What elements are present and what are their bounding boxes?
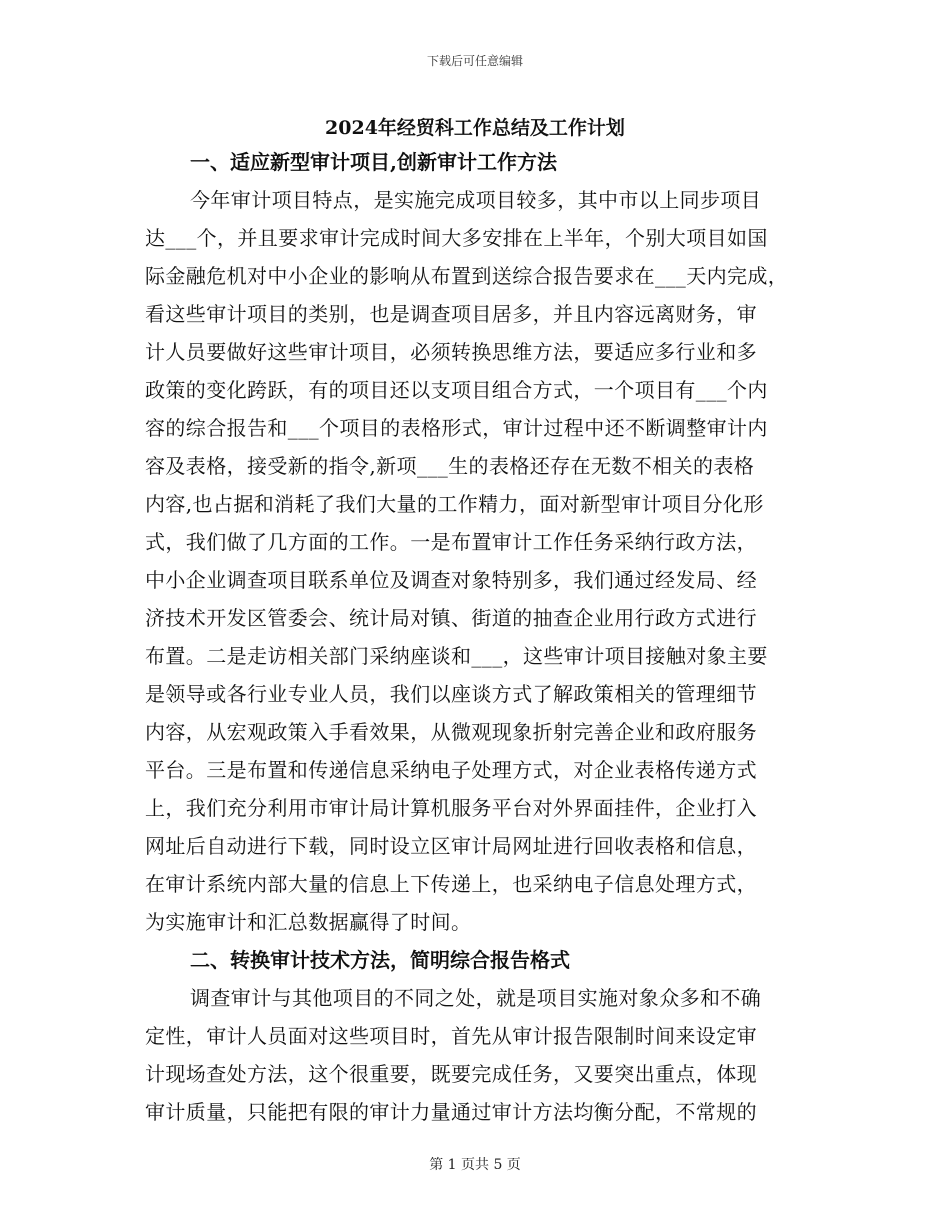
paragraph-line: 达___个，并且要求审计完成时间大多安排在上半年，个别大项目如国 (145, 226, 768, 250)
paragraph-line: 是领导或各行业专业人员，我们以座谈方式了解政策相关的管理细节 (145, 682, 757, 706)
paragraph-line: 内容，从宏观政策入手看效果，从微观现象折射完善企业和政府服务 (145, 720, 757, 744)
section-2-heading: 二、转换审计技术方法，简明综合报告格式 (190, 948, 570, 972)
paragraph-line: 看这些审计项目的类别，也是调查项目居多，并且内容远离财务，审 (145, 302, 757, 326)
page-number: 第 1 页共 5 页 (429, 1157, 521, 1173)
paragraph-line: 计人员要做好这些审计项目，必须转换思维方法，要适应多行业和多 (145, 340, 757, 364)
paragraph-line: 审计质量，只能把有限的审计力量通过审计方法均衡分配，不常规的 (145, 1100, 757, 1124)
paragraph-line: 布置。二是走访相关部门采纳座谈和___，这些审计项目接触对象主要 (145, 644, 768, 668)
page-header-note: 下载后可任意编辑 (426, 54, 523, 68)
paragraph-line: 调查审计与其他项目的不同之处，就是项目实施对象众多和不确 (190, 986, 762, 1010)
paragraph-line: 定性，审计人员面对这些项目时，首先从审计报告限制时间来设定审 (145, 1024, 757, 1048)
paragraph-line: 平台。三是布置和传递信息采纳电子处理方式，对企业表格传递方式 (145, 758, 757, 782)
paragraph-line: 式，我们做了几方面的工作。一是布置审计工作任务采纳行政方法， (145, 530, 757, 554)
paragraph-line: 在审计系统内部大量的信息上下传递上，也采纳电子信息处理方式， (145, 872, 757, 896)
paragraph-line: 际金融危机对中小企业的影响从布置到送综合报告要求在___天内完成， (145, 264, 789, 288)
paragraph-line: 今年审计项目特点，是实施完成项目较多，其中市以上同步项目 (190, 188, 762, 212)
paragraph-line: 政策的变化跨跃，有的项目还以支项目组合方式，一个项目有___个内 (145, 378, 768, 402)
paragraph-line: 中小企业调查项目联系单位及调查对象特别多，我们通过经发局、经 (145, 568, 757, 592)
document-title: 2024年经贸科工作总结及工作计划 (325, 117, 625, 139)
paragraph-line: 济技术开发区管委会、统计局对镇、街道的抽查企业用行政方式进行 (145, 606, 757, 630)
paragraph-line: 为实施审计和汇总数据赢得了时间。 (145, 910, 472, 934)
paragraph-line: 容的综合报告和___个项目的表格形式，审计过程中还不断调整审计内 (145, 416, 768, 440)
paragraph-line: 计现场查处方法，这个很重要，既要完成任务，又要突出重点，体现 (145, 1062, 757, 1086)
paragraph-line: 容及表格，接受新的指令,新项___生的表格还存在无数不相关的表格 (145, 454, 755, 478)
paragraph-line: 内容,也占据和消耗了我们大量的工作精力，面对新型审计项目分化形 (145, 492, 764, 516)
section-1-heading: 一、适应新型审计项目,创新审计工作方法 (190, 150, 557, 174)
paragraph-line: 网址后自动进行下载，同时设立区审计局网址进行回收表格和信息， (145, 834, 757, 858)
paragraph-line: 上，我们充分利用市审计局计算机服务平台对外界面挂件，企业打入 (145, 796, 757, 820)
